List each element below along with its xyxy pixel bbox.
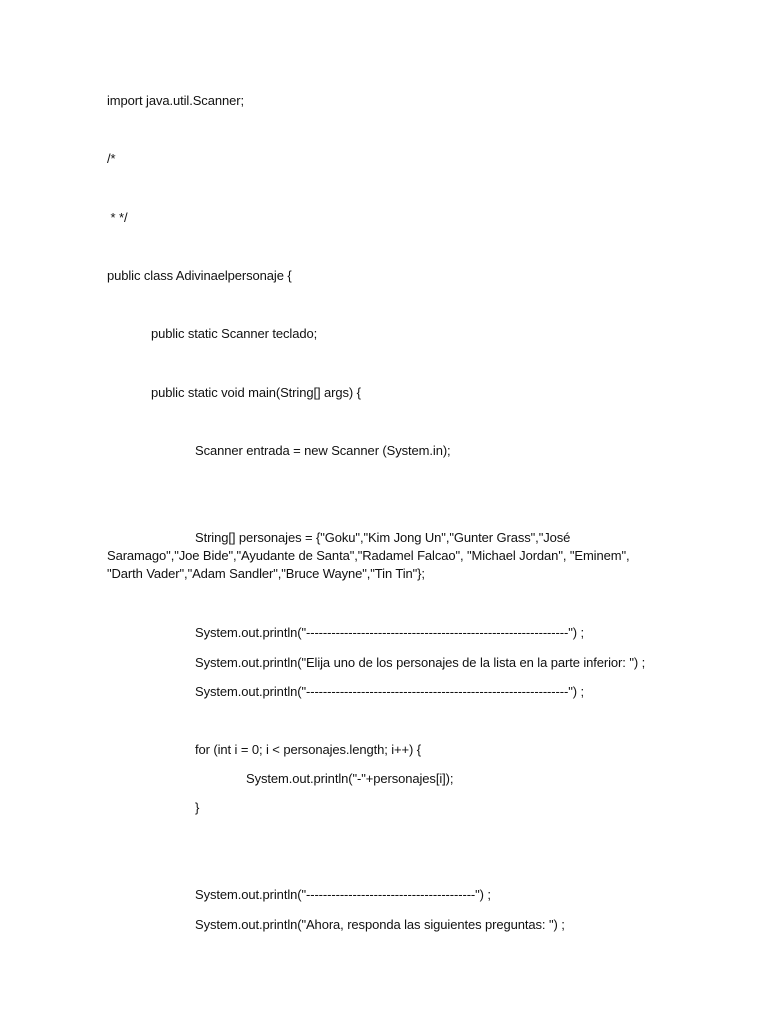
code-line-comment-open: /* [107, 151, 116, 166]
code-line-scanner-field: public static Scanner teclado; [151, 326, 318, 341]
code-line-personajes-array: String[] personajes = {"Goku","Kim Jong Un","Gunter Grass","José Saramago","Joe Bide","Ayudante de Santa","Radamel Falcao", "Michael Jordan", "Eminem", "Darth Vader","Adam Sandler","Bruce Wayne","Tin Tin"}; [107, 530, 630, 581]
code-line-comment-close: * */ [107, 210, 128, 225]
code-line-print-separator-3: System.out.println("----------------------------------------") ; [195, 887, 491, 902]
code-line-main-method: public static void main(String[] args) { [151, 385, 361, 400]
code-line-class-declaration: public class Adivinaelpersonaje { [107, 268, 292, 283]
code-line-print-questions: System.out.println("Ahora, responda las siguientes preguntas: ") ; [195, 917, 565, 932]
code-line-print-separator-2: System.out.println("--------------------------------------------------------------") ; [195, 684, 584, 699]
code-line-for-loop: for (int i = 0; i < personajes.length; i++) { [195, 742, 422, 757]
code-line-import: import java.util.Scanner; [107, 93, 244, 108]
code-line-close-brace: } [195, 800, 200, 815]
code-line-print-instruction: System.out.println("Elija uno de los personajes de la lista en la parte inferior: ") ; [195, 655, 646, 670]
code-line-print-separator-1: System.out.println("--------------------------------------------------------------") ; [195, 625, 584, 640]
code-line-print-personaje: System.out.println("-"+personajes[i]); [246, 771, 454, 786]
code-line-scanner-init: Scanner entrada = new Scanner (System.in); [195, 443, 451, 458]
